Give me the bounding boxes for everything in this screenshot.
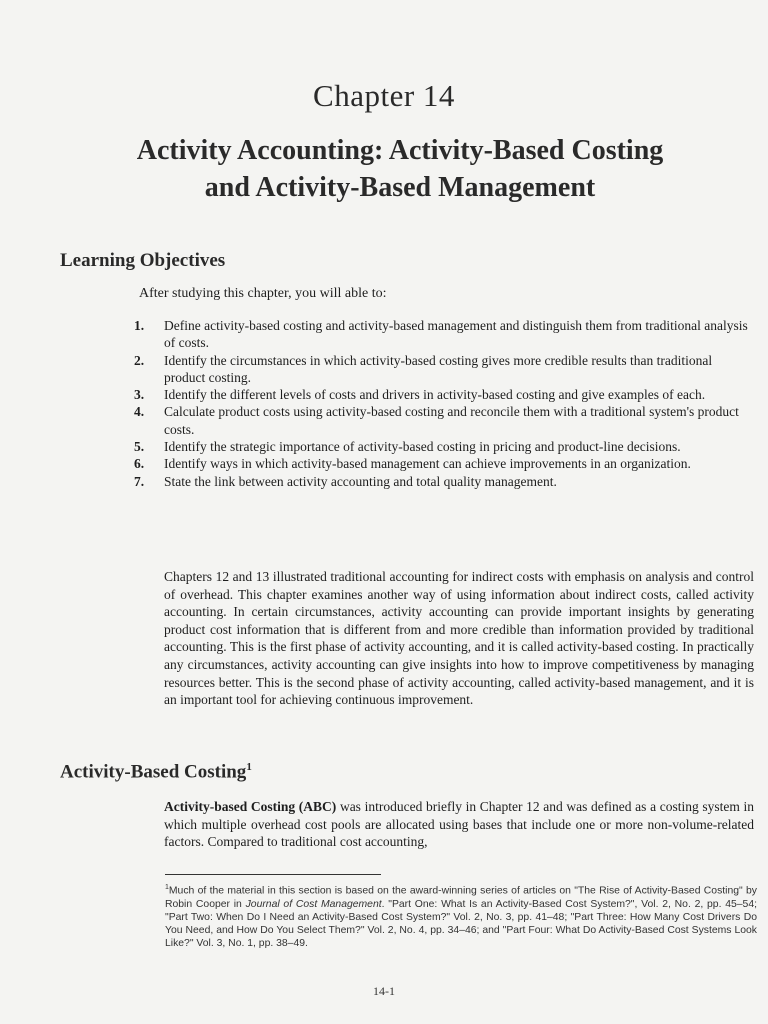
objective-item [134,317,754,352]
chapter-title-line-2: and Activity-Based Management [204,172,596,203]
objective-number: 3. [134,387,145,403]
objective-item [134,455,754,472]
learning-objectives-heading: Learning Objectives [60,250,226,271]
objective-text: Calculate product costs using activity-based costing and reconcile them with a traditional system's product costs. [164,404,739,437]
objective-number: 1. [134,318,145,333]
objective-number: 4. [134,404,145,420]
footnote-divider [165,874,381,875]
objective-text: Identify the circumstances in which activity-based costing gives more credible results than traditional product costing. [164,352,713,385]
objectives-list [134,317,754,490]
page-number: 14-1 [373,984,395,998]
chapter-title-line-1: Activity Accounting: Activity-Based Costing [136,135,664,166]
abc-section-heading [60,761,252,783]
footnote-mark: 1 [165,884,169,891]
objective-text: Identify ways in which activity-based management can achieve improvements in an organization. [164,456,691,472]
objective-text: Identify the different levels of costs and drivers in activity-based costing and give examples of each. [164,387,706,403]
chapter-title [40,132,760,206]
objective-text: Identify the strategic importance of activity-based costing in pricing and product-line decisions. [164,439,681,455]
footnote-text-before: Much of the material in this section is based on the award-winning series of articles on "The Rise of Activity-Based Costing" by Robin Cooper in [165,885,757,910]
footnote [165,881,757,950]
footnote-journal-name: Journal of Cost Management [245,898,382,910]
objective-item [134,352,754,387]
intro-paragraph: Chapters 12 and 13 illustrated traditional accounting for indirect costs with emphasis on analysis and control of overhead. This chapter examines another way of using information about indirect costs, called activity accounting. In certain circumstances, activity accounting can provide important insights by generating product cost information that is different from and more credible than information provided by traditional accounting. This is the first phase of activity accounting, and it is called activity-based costing. In practically any circumstances, activity accounting can give insights into how to improve competitiveness by managing resources better. This is the second phase of activity accounting, called activity-based management, and it is an important tool for achieving continuous improvement. [164,569,754,708]
objective-item [134,403,754,438]
objective-number: 2. [134,352,145,368]
objective-text: State the link between activity accounting and total quality management. [164,473,557,489]
objective-text: Define activity-based costing and activity-based management and distinguish them from traditional analysis of costs. [164,318,748,351]
chapter-number: Chapter 14 [313,78,455,113]
objective-item [134,438,754,455]
abc-paragraph [164,798,754,851]
objective-item [134,473,754,490]
objectives-intro: After studying this chapter, you will able to: [139,286,387,301]
footnote-reference: 1 [246,761,252,773]
objective-number: 5. [134,439,145,455]
abc-heading-text: Activity-Based Costing [60,761,247,783]
footnote-text-after: . "Part One: What Is an Activity-Based Cost System?", Vol. 2, No. 2, pp. 45–54; "Part Two: When Do I Need an Activity-Based Cost System?" Vol. 2, No. 3, pp. 41–48; "Part Three: How Many Cost Drivers Do You Need, and How Do You Select Them?" Vol. 2, No. 4, pp. 34–46; and "Part Four: What Do Activity-Based Cost Systems Look Like?" Vol. 3, No. 1, pp. 38–49. [165,898,757,949]
objective-number: 6. [134,456,145,472]
abc-bold-term: Activity-based Costing (ABC) [164,799,337,814]
objective-number: 7. [134,473,145,489]
abc-paragraph-text: was introduced briefly in Chapter 12 and was defined as a costing system in which multiple overhead cost pools are allocated using bases that include one or more non-volume-related factors. Compared to traditional cost accounting, [164,799,754,850]
objective-item [134,386,754,403]
